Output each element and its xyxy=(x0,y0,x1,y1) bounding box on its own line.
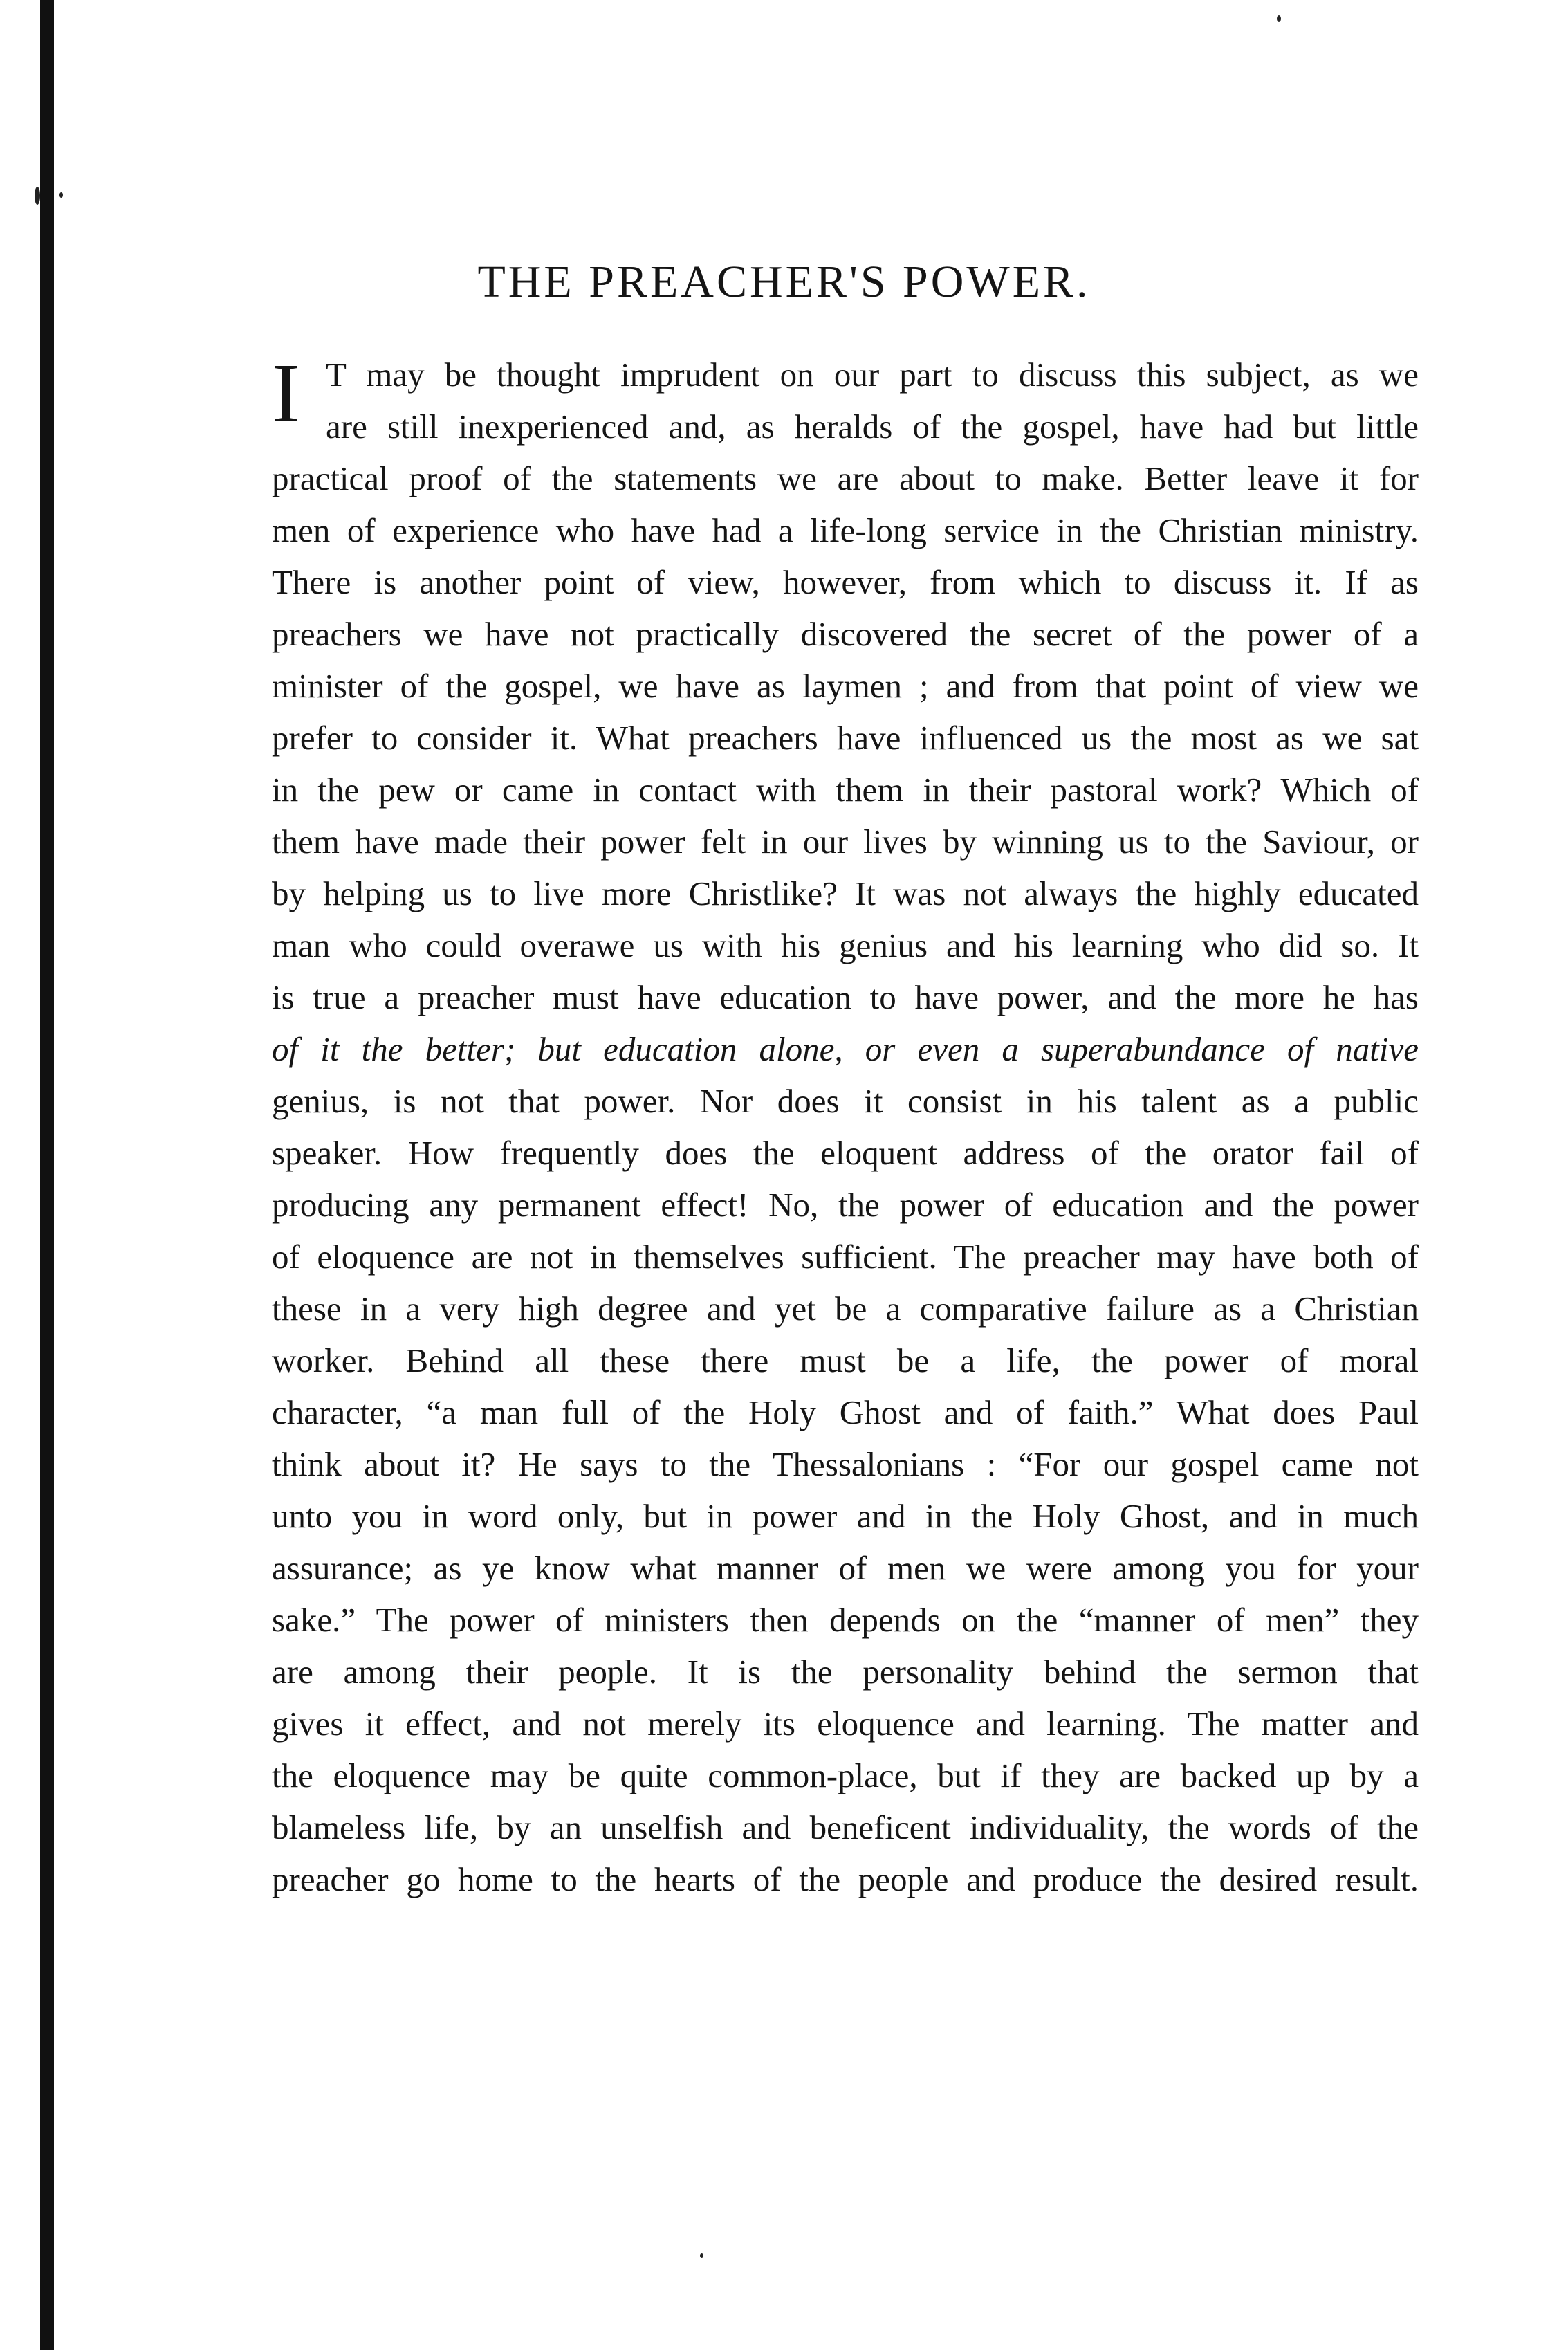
text-line: unto you in word only, but in power and in the Holy Ghost, and in much xyxy=(272,1497,1419,1535)
text-line: these in a very high degree and yet be a comparative failure as a Christian xyxy=(272,1289,1419,1328)
text-line: man who could overawe us with his genius and his learning who did so. It xyxy=(272,926,1419,964)
drop-cap: I xyxy=(272,347,300,440)
text-line: is true a preacher must have education to have power, and the more he has xyxy=(272,978,1419,1016)
text-line: of eloquence are not in themselves sufficient. The preacher may have both of xyxy=(272,1238,1419,1276)
binding-edge xyxy=(40,0,54,2350)
text-line-2: are still inexperienced and, as heralds of the gospel, have had but little xyxy=(326,407,1419,446)
text-line-last: preacher go home to the hearts of the people and produce the desired result. xyxy=(272,1860,1419,1898)
text-line: are among their people. It is the personality behind the sermon that xyxy=(272,1653,1419,1691)
text-line: sake.” The power of ministers then depends on the “manner of men” they xyxy=(272,1601,1419,1639)
text-line: worker. Behind all these there must be a life, the power of moral xyxy=(272,1341,1419,1379)
text-line: in the pew or came in contact with them in their pastoral work? Which of xyxy=(272,771,1419,809)
text-line: prefer to consider it. What preachers have influenced us the most as we sat xyxy=(272,719,1419,757)
text-line-1-content: T may be thought imprudent on our part to discuss this subject, as we xyxy=(326,356,1419,394)
text-line: speaker. How frequently does the eloquent address of the orator fail of xyxy=(272,1134,1419,1172)
text-line: minister of the gospel, we have as laymen ; and from that point of view we xyxy=(272,667,1419,705)
scan-speck xyxy=(1277,15,1281,22)
text-line: assurance; as ye know what manner of men we were among you for your xyxy=(272,1549,1419,1587)
text-line: There is another point of view, however, from which to discuss it. If as xyxy=(272,563,1419,601)
text-line: men of experience who have had a life-long service in the Christian ministry. xyxy=(272,511,1419,549)
text-line: by helping us to live more Christlike? It was not always the highly educated xyxy=(272,874,1419,912)
text-line: them have made their power felt in our lives by winning us to the Saviour, or xyxy=(272,823,1419,861)
text-line: preachers we have not practically discovered the secret of the power of a xyxy=(272,615,1419,653)
page-title: THE PREACHER'S POWER. xyxy=(477,257,1091,307)
text-line: think about it? He says to the Thessalonians : “For our gospel came not xyxy=(272,1445,1419,1483)
text-line: producing any permanent effect! No, the power of education and the power xyxy=(272,1186,1419,1224)
body-text xyxy=(272,349,1419,1905)
text-line: gives it effect, and not merely its eloquence and learning. The matter and xyxy=(272,1705,1419,1743)
text-line: character, “a man full of the Holy Ghost and of faith.” What does Paul xyxy=(272,1393,1419,1431)
text-line: practical proof of the statements we are about to make. Better leave it for xyxy=(272,459,1419,497)
text-line: the eloquence may be quite common-place, but if they are backed up by a xyxy=(272,1756,1419,1794)
scan-speck xyxy=(59,192,63,198)
text-line: genius, is not that power. Nor does it consist in his talent as a public xyxy=(272,1082,1419,1120)
scan-speck xyxy=(700,2253,703,2258)
scan-speck xyxy=(35,187,40,205)
text-line-italic: of it the better; but education alone, or even a superabundance of native xyxy=(272,1030,1419,1068)
text-line: blameless life, by an unselfish and beneficent individuality, the words of the xyxy=(272,1808,1419,1846)
